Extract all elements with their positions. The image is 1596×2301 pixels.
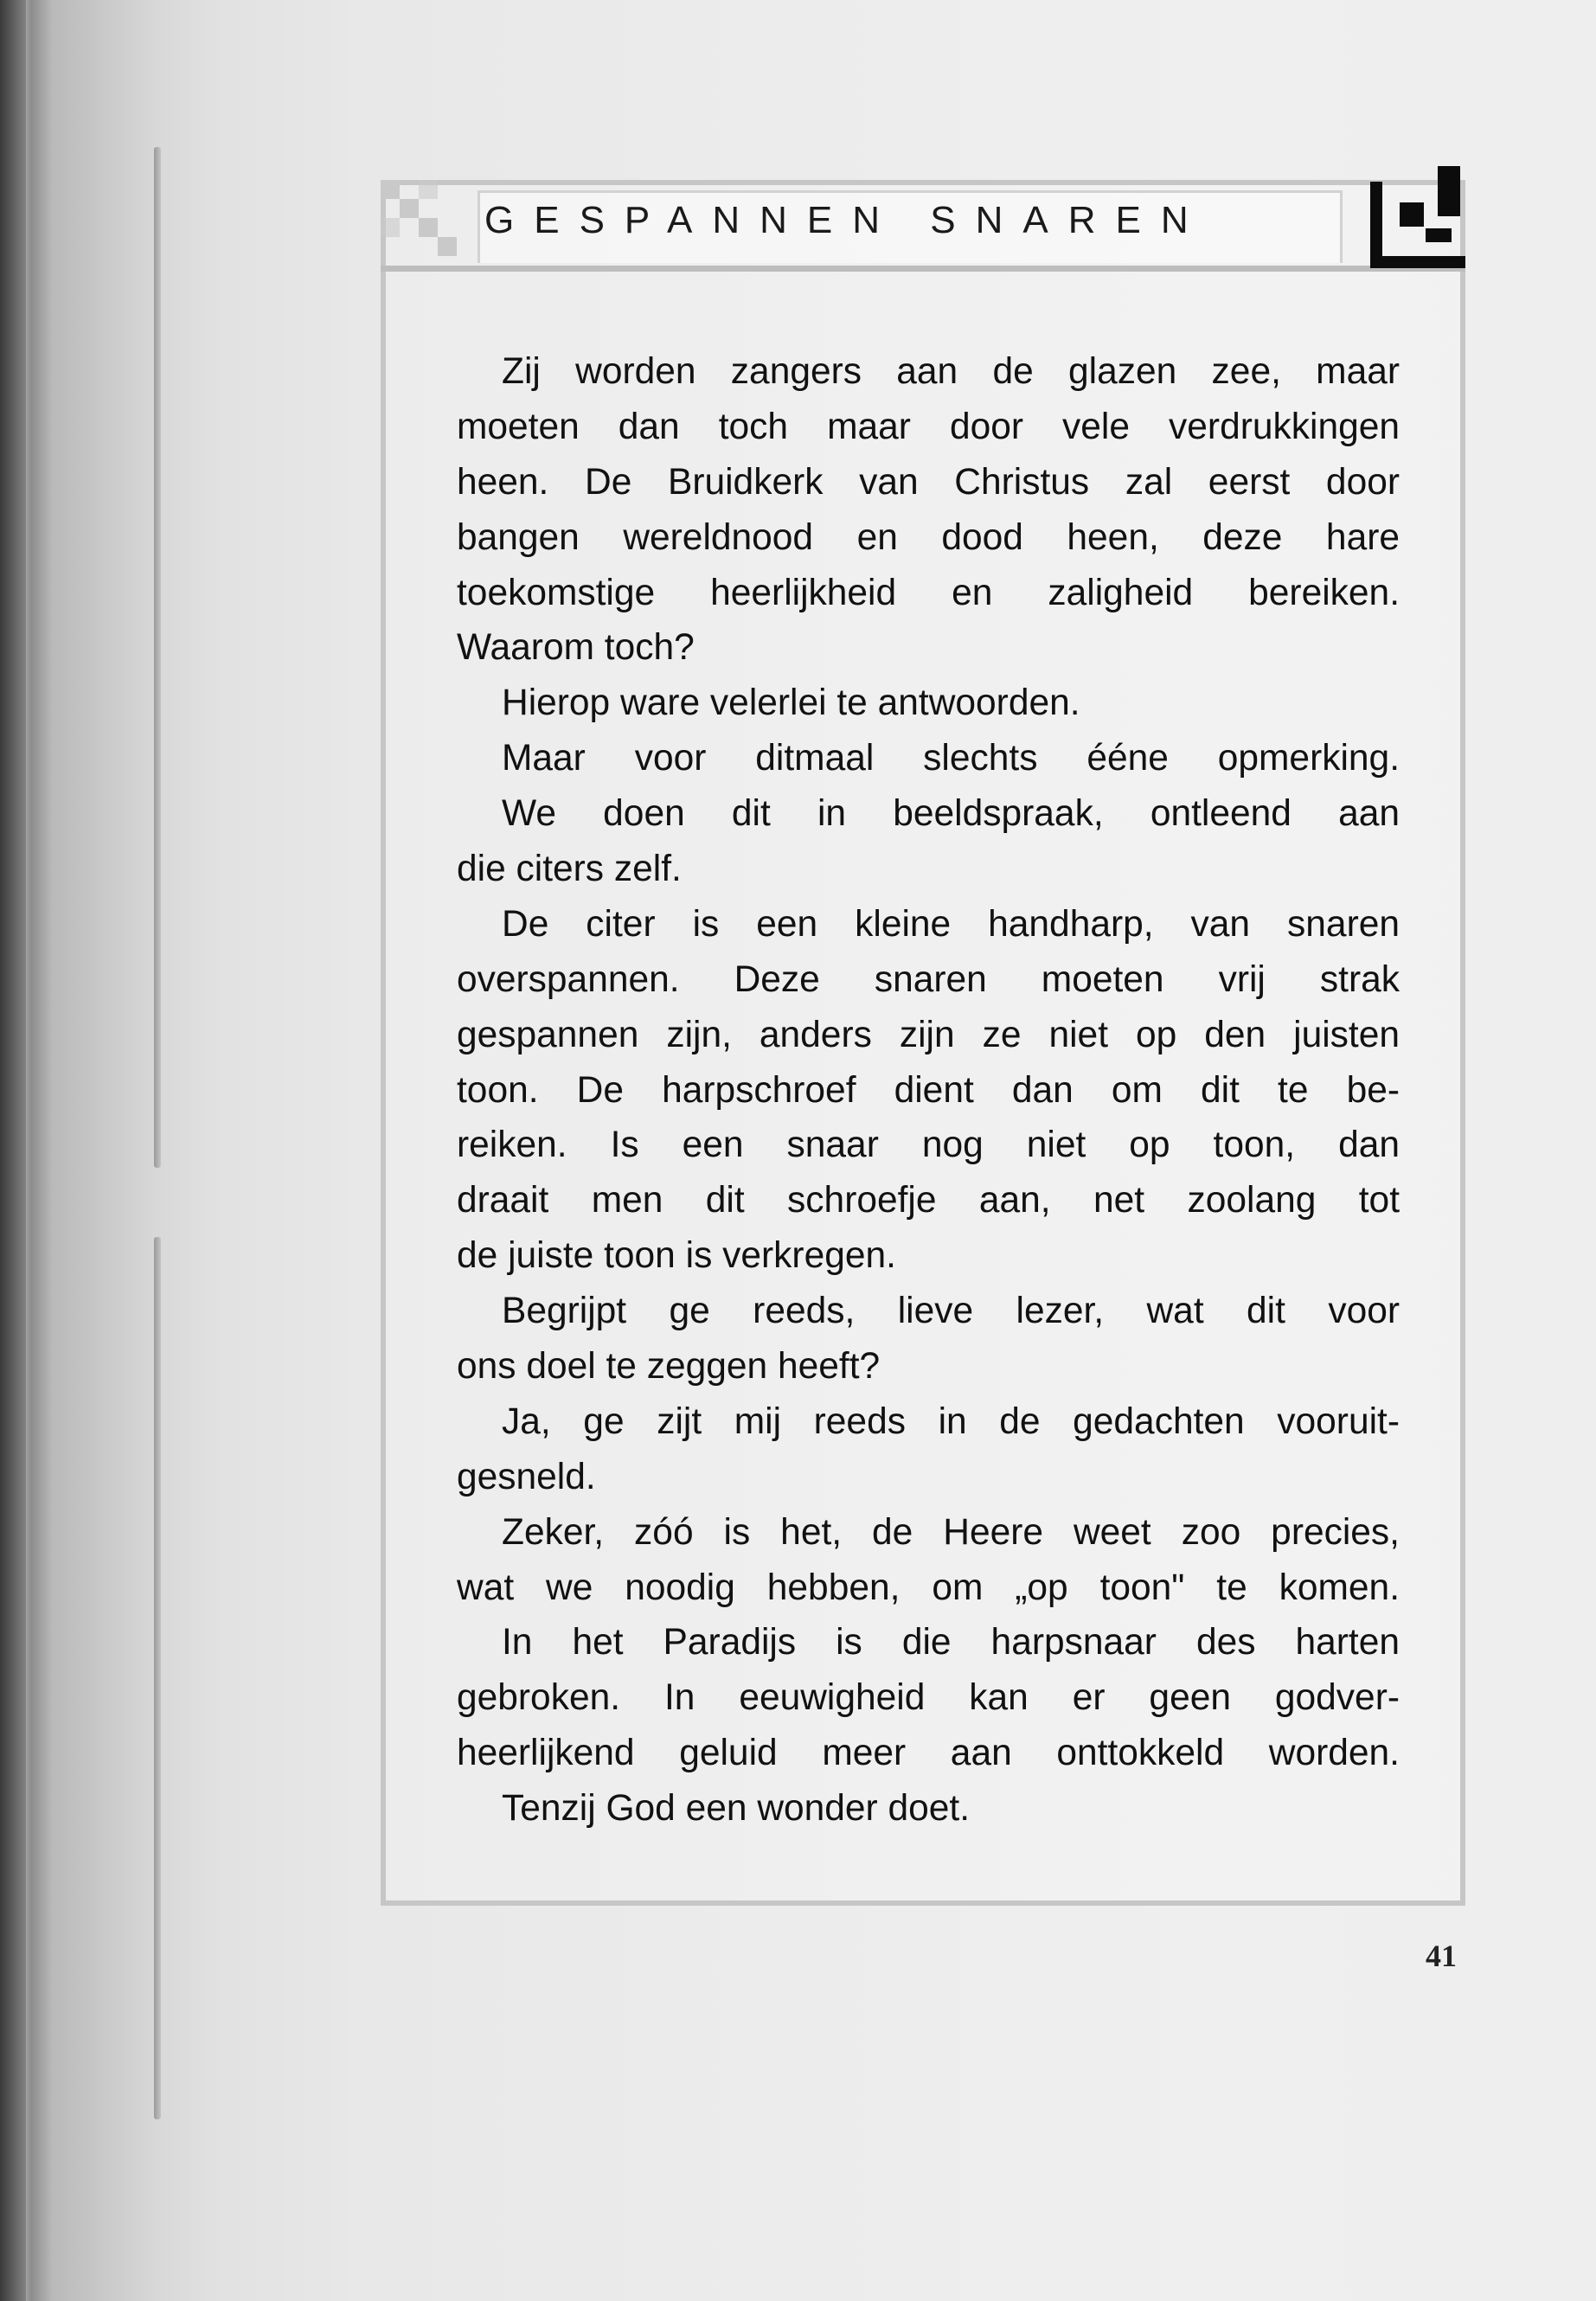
text-line: moeten dan toch maar door vele verdrukkingen	[457, 406, 1400, 447]
text-line: de juiste toon is verkregen.	[457, 1235, 896, 1277]
text-line: We doen dit in beeldspraak, ontleend aan	[502, 793, 1400, 835]
text-line: Hierop ware velerlei te antwoorden.	[502, 683, 1080, 724]
page-number: 41	[1426, 1939, 1457, 1973]
text-line: Waarom toch?	[457, 627, 695, 669]
checker-ornament	[381, 180, 478, 272]
text-line: toekomstige heerlijkheid en zaligheid bereiken.	[457, 572, 1400, 613]
text-line: ons doel te zeggen heeft?	[457, 1346, 881, 1388]
text-line: Begrijpt ge reeds, lieve lezer, wat dit voor	[502, 1291, 1400, 1332]
text-line: heerlijkend geluid meer aan onttokkeld worden.	[457, 1733, 1400, 1774]
corner-ornament	[1365, 164, 1469, 273]
text-line: toon. De harpschroef dient dan om dit te be-	[457, 1069, 1400, 1111]
text-line: bangen wereldnood en dood heen, deze hare	[457, 516, 1400, 558]
binding-stitch	[154, 147, 161, 1168]
running-header-title: GESPANNEN SNAREN	[484, 199, 1208, 241]
text-line: De citer is een kleine handharp, van snaren	[502, 903, 1400, 945]
text-line: gebroken. In eeuwigheid kan er geen godver-	[457, 1677, 1400, 1719]
text-line: Ja, ge zijt mij reeds in de gedachten vooruit-	[502, 1400, 1400, 1442]
binding-stitch	[154, 1237, 161, 2119]
text-line: heen. De Bruidkerk van Christus zal eerst door	[457, 461, 1400, 503]
text-line: gesneld.	[457, 1456, 596, 1497]
body-text	[457, 344, 1400, 1836]
text-line: reiken. Is een snaar nog niet op toon, dan	[457, 1125, 1400, 1166]
text-line: die citers zelf.	[457, 849, 682, 890]
text-line: Zij worden zangers aan de glazen zee, maar	[502, 351, 1400, 392]
text-line: Zeker, zóó is het, de Heere weet zoo precies,	[502, 1511, 1400, 1553]
text-line: Tenzij God een wonder doet.	[502, 1788, 971, 1830]
text-line: In het Paradijs is die harpsnaar des harten	[502, 1622, 1400, 1663]
text-line: overspannen. Deze snaren moeten vrij strak	[457, 958, 1400, 1000]
text-line: draait men dit schroefje aan, net zoolang tot	[457, 1180, 1400, 1221]
text-line: gespannen zijn, anders zijn ze niet op den juisten	[457, 1014, 1400, 1055]
text-line: Maar voor ditmaal slechts ééne opmerking.	[502, 738, 1400, 779]
text-line: wat we noodig hebben, om „op toon" te komen.	[457, 1567, 1400, 1608]
